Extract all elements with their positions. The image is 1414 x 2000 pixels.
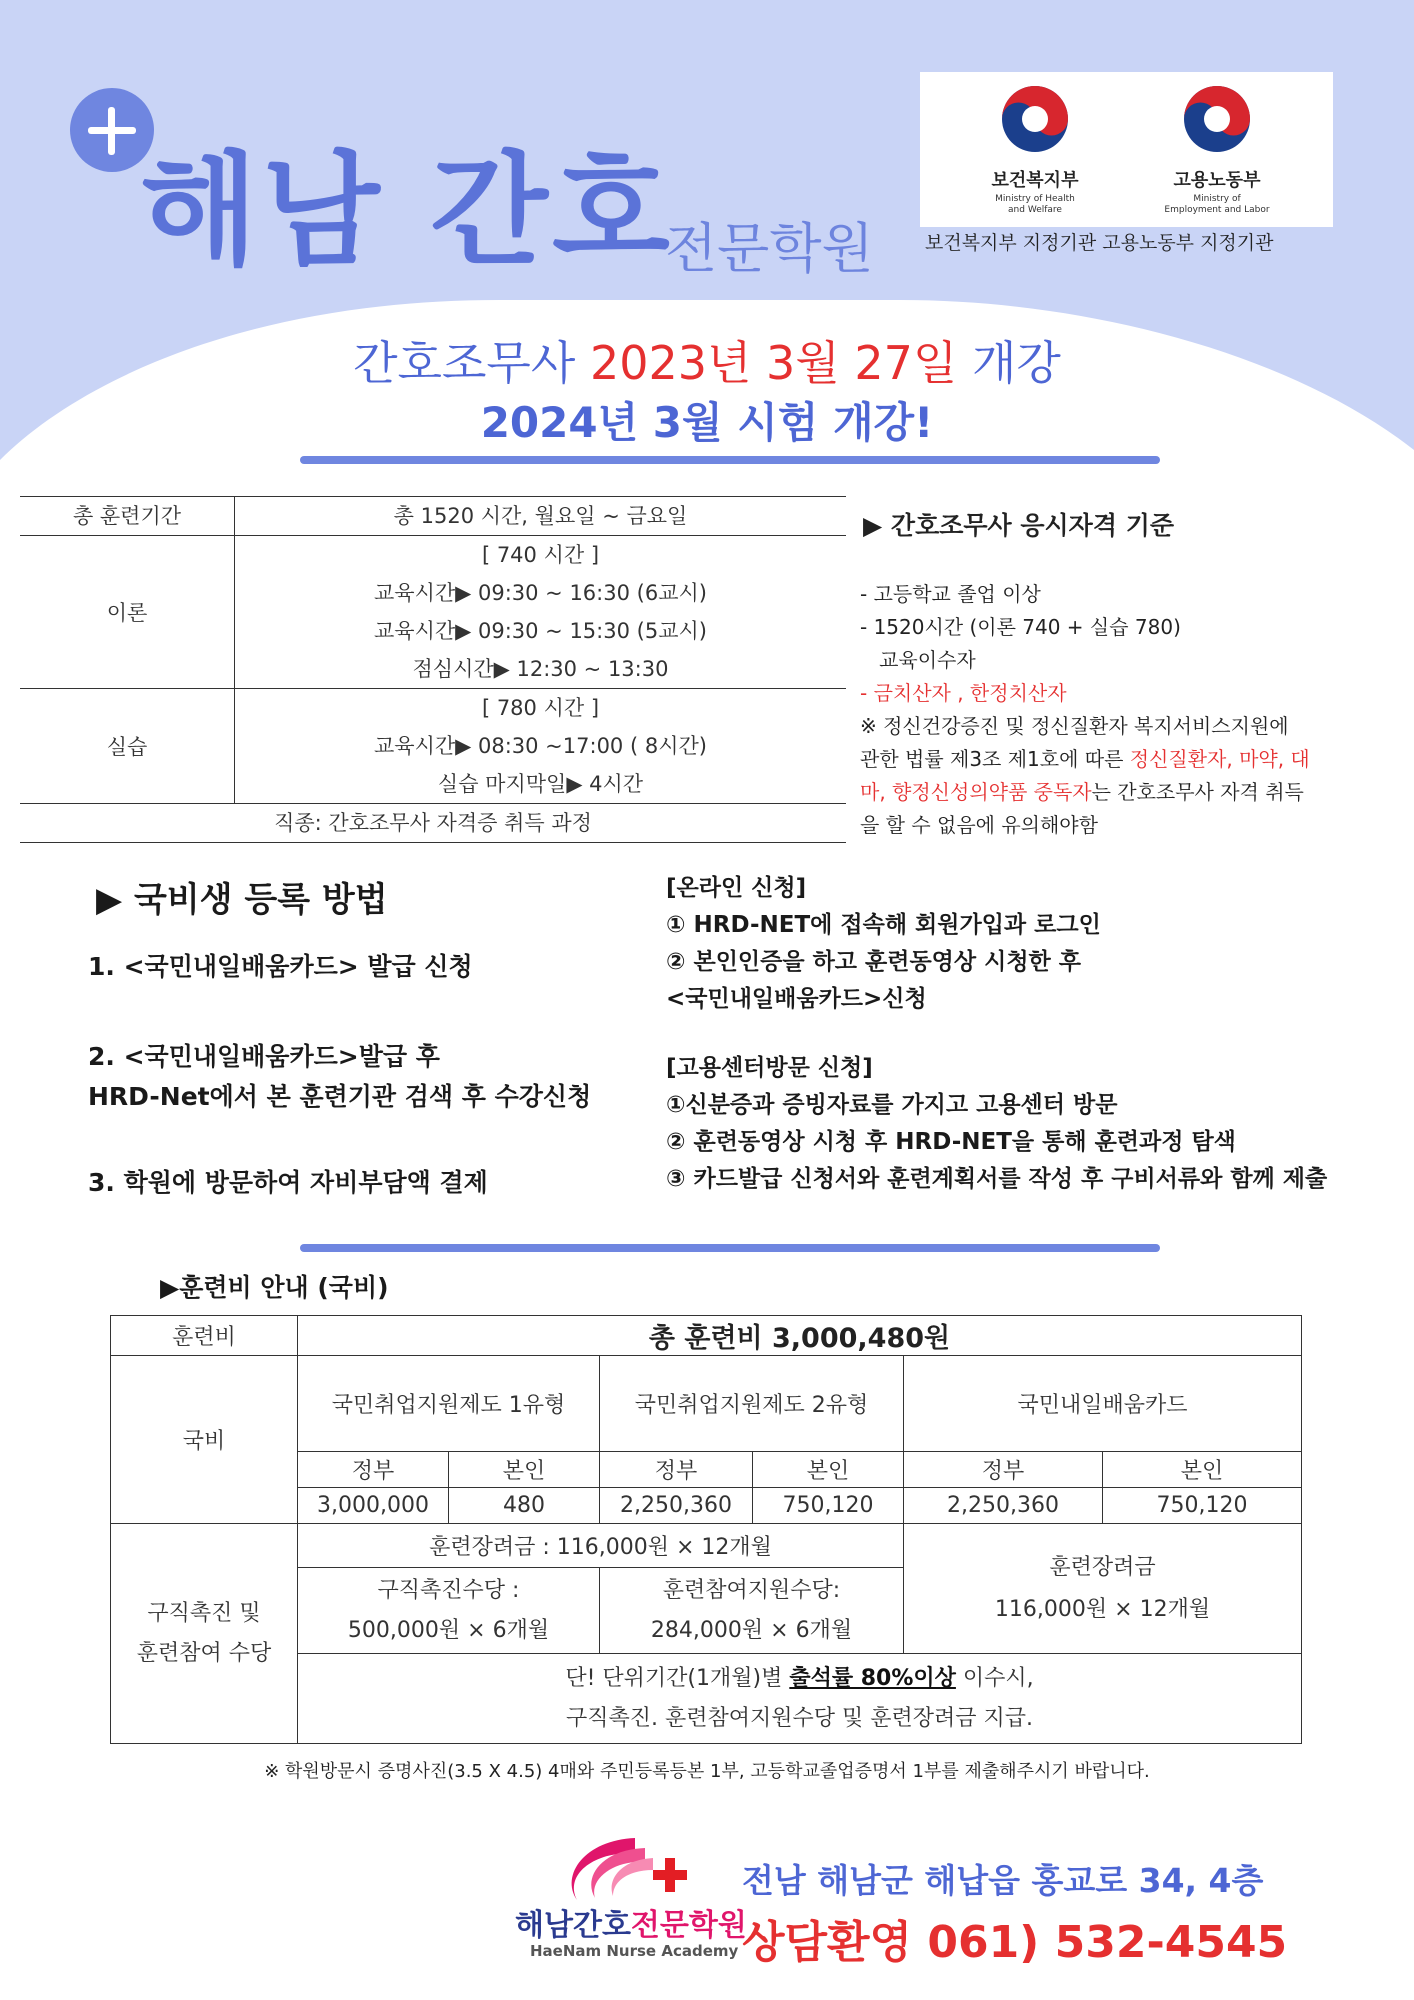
headline-date: 2023년 3월 27일	[589, 336, 958, 390]
incentive-row: 훈련장려금 : 116,000원 × 12개월	[298, 1524, 904, 1568]
online-step-1: ① HRD-NET에 접속해 회원가입과 로그인	[666, 912, 1101, 938]
logo-name-b: 전문학원	[630, 1908, 747, 1943]
condition-1c: 이수시,	[955, 1665, 1034, 1691]
total-period-value: 총 1520 시간, 월요일 ~ 금요일	[235, 497, 847, 536]
reg-step-1: 1. <국민내일배움카드> 발급 신청	[88, 952, 473, 981]
registration-title: ▶ 국비생 등록 방법	[96, 880, 388, 920]
card-incentive	[904, 1524, 1302, 1654]
headline-prefix: 간호조무사	[353, 336, 590, 390]
job-type: 직종: 간호조무사 자격증 취득 과정	[20, 804, 846, 843]
qual-item-2a: - 1520시간 (이론 740 + 실습 780)	[860, 615, 1181, 639]
visit-step-2: ② 훈련동영상 시청 후 HRD-NET을 통해 훈련과정 탐색	[666, 1129, 1236, 1155]
divider-top	[300, 456, 1160, 464]
gov-header: 정부	[600, 1452, 753, 1488]
part-allowance-2: 284,000원 × 6개월	[650, 1617, 853, 1643]
qual-note-b2: 정신질환자, 마약, 대	[1129, 747, 1310, 771]
address: 전남 해남군 해납읍 홍교로 34, 4층	[742, 1861, 1264, 1900]
qual-note-c1: 마, 향정신성의약품 중독자	[860, 780, 1092, 804]
qualification-body	[860, 578, 1380, 842]
job-allowance-2: 500,000원 × 6개월	[347, 1617, 550, 1643]
schedule-table	[20, 496, 846, 843]
participation-allowance	[600, 1568, 904, 1654]
taegeuk-emblem-icon	[1182, 84, 1252, 154]
designation-text: 보건복지부 지정기관 고용노동부 지정기관	[925, 232, 1274, 254]
visit-step-1: ①신분증과 증빙자료를 가지고 고용센터 방문	[666, 1092, 1118, 1118]
reg-step-2a: 2. <국민내일배움카드>발급 후	[88, 1042, 440, 1071]
ministry-logos	[920, 72, 1333, 227]
practice-last-day: 실습 마지막일▶ 4시간	[437, 772, 644, 796]
logo-name-a: 해남간호	[515, 1908, 631, 1943]
card-incentive-1: 훈련장려금	[1049, 1554, 1156, 1580]
ministry-labor-en-2: Employment and Labor	[1164, 205, 1270, 215]
total-fee: 총 훈련비 3,000,480원	[298, 1316, 1302, 1356]
reg-step-2b: HRD-Net에서 본 훈련기관 검색 후 수강신청	[88, 1082, 592, 1111]
document-note: ※ 학원방문시 증명사진(3.5 X 4.5) 4매와 주민등록등본 1부, 고등학교졸업증명서 1부를 제출해주시기 바랍니다.	[264, 1761, 1150, 1782]
ministry-health-name: 보건복지부	[991, 170, 1079, 191]
ministry-labor-name: 고용노동부	[1173, 170, 1261, 191]
divider-bottom	[300, 1244, 1160, 1252]
practice-label: 실습	[20, 689, 235, 804]
allowance-label-2: 훈련참여 수당	[136, 1640, 272, 1666]
phone-number[interactable]: 상담환영 061) 532-4545	[742, 1917, 1288, 1968]
job-allowance-1: 구직촉진수당 :	[377, 1577, 520, 1603]
fee-title: ▶훈련비 안내 (국비)	[160, 1273, 389, 1302]
qual-note-d: 을 할 수 없음에 유의해야함	[860, 813, 1098, 837]
ministry-health-en-2: and Welfare	[1008, 205, 1062, 215]
headline-suffix: 개강	[957, 336, 1061, 390]
theory-time-2: 교육시간▶ 09:30 ~ 15:30 (5교시)	[374, 619, 707, 643]
card-incentive-2: 116,000원 × 12개월	[994, 1596, 1211, 1622]
academy-subtitle: 전문학원	[665, 217, 874, 280]
practice-cell	[235, 689, 847, 804]
allowance-label	[111, 1524, 298, 1744]
taegeuk-emblem-icon	[1000, 84, 1070, 154]
qual-item-3: - 금치산자 , 한정치산자	[860, 681, 1067, 705]
total-period-label: 총 훈련기간	[20, 497, 235, 536]
qual-item-2b: 교육이수자	[860, 648, 976, 672]
visit-step-3: ③ 카드발급 신청서와 훈련계획서를 작성 후 구비서류와 함께 제출	[666, 1166, 1328, 1192]
qual-item-1: - 고등학교 졸업 이상	[860, 582, 1041, 606]
ministry-health-en-1: Ministry of Health	[995, 194, 1075, 204]
qual-note-a: ※ 정신건강증진 및 정신질환자 복지서비스지원에	[860, 714, 1289, 738]
qual-note-b1: 관한 법률 제3조 제1호에 따른	[860, 747, 1130, 771]
online-step-2: ② 본인인증을 하고 훈련동영상 시청한 후	[666, 949, 1081, 975]
online-step-3: <국민내일배움카드>신청	[666, 986, 927, 1012]
academy-logo-en: HaeNam Nurse Academy	[530, 1942, 739, 1960]
gov-header: 정부	[298, 1452, 449, 1488]
self-header: 본인	[1103, 1452, 1302, 1488]
practice-time: 교육시간▶ 08:30 ~17:00 ( 8시간)	[374, 734, 707, 758]
allowance-label-1: 구직촉진 및	[147, 1600, 261, 1626]
self-header: 본인	[449, 1452, 600, 1488]
qualification-title: ▶ 간호조무사 응시자격 기준	[863, 511, 1174, 540]
qual-note-c2: 는 간호조무사 자격 취득	[1091, 780, 1304, 804]
type-1-header: 국민취업지원제도 1유형	[298, 1356, 600, 1452]
online-application	[666, 870, 1101, 1018]
academy-logo-name	[515, 1900, 747, 1944]
reg-step-3: 3. 학원에 방문하여 자비부담액 결제	[88, 1168, 488, 1197]
theory-hours: [ 740 시간 ]	[481, 543, 600, 567]
attendance-requirement: 출석률 80%이상	[789, 1665, 956, 1691]
fee-amount: 480	[449, 1488, 600, 1524]
fee-amount: 3,000,000	[298, 1488, 449, 1524]
gov-header: 정부	[904, 1452, 1103, 1488]
academy-title: 해남 간호	[140, 140, 674, 282]
fee-amount: 2,250,360	[600, 1488, 753, 1524]
qual-note-c	[860, 776, 1380, 809]
condition-1a: 단! 단위기간(1개월)별	[565, 1665, 790, 1691]
fee-amount: 750,120	[1103, 1488, 1302, 1524]
lunch-time: 점심시간▶ 12:30 ~ 13:30	[412, 657, 669, 681]
online-title: [온라인 신청]	[666, 875, 807, 901]
payment-condition	[298, 1654, 1302, 1744]
condition-line-2: 구직촉진. 훈련참여지원수당 및 훈련장려금 지급.	[565, 1705, 1033, 1731]
ministry-labor-en-1: Ministry of	[1193, 194, 1241, 204]
fee-label: 훈련비	[111, 1316, 298, 1356]
theory-cell	[235, 536, 847, 689]
theory-time-1: 교육시간▶ 09:30 ~ 16:30 (6교시)	[374, 581, 707, 605]
type-2-header: 국민취업지원제도 2유형	[600, 1356, 904, 1452]
fee-table	[110, 1315, 1302, 1744]
theory-label: 이론	[20, 536, 235, 689]
part-allowance-1: 훈련참여지원수당:	[662, 1577, 841, 1603]
center-visit-application	[666, 1050, 1327, 1198]
self-header: 본인	[753, 1452, 904, 1488]
fee-amount: 2,250,360	[904, 1488, 1103, 1524]
qual-note-b	[860, 743, 1380, 776]
job-seeking-allowance	[298, 1568, 600, 1654]
visit-title: [고용센터방문 신청]	[666, 1055, 873, 1081]
fee-amount: 750,120	[753, 1488, 904, 1524]
gov-support-label: 국비	[111, 1356, 298, 1524]
exam-headline: 2024년 3월 시험 개강!	[480, 398, 934, 447]
card-header: 국민내일배움카드	[904, 1356, 1302, 1452]
practice-hours: [ 780 시간 ]	[481, 696, 600, 720]
opening-headline	[0, 336, 1414, 390]
condition-line-1	[298, 1659, 1301, 1699]
